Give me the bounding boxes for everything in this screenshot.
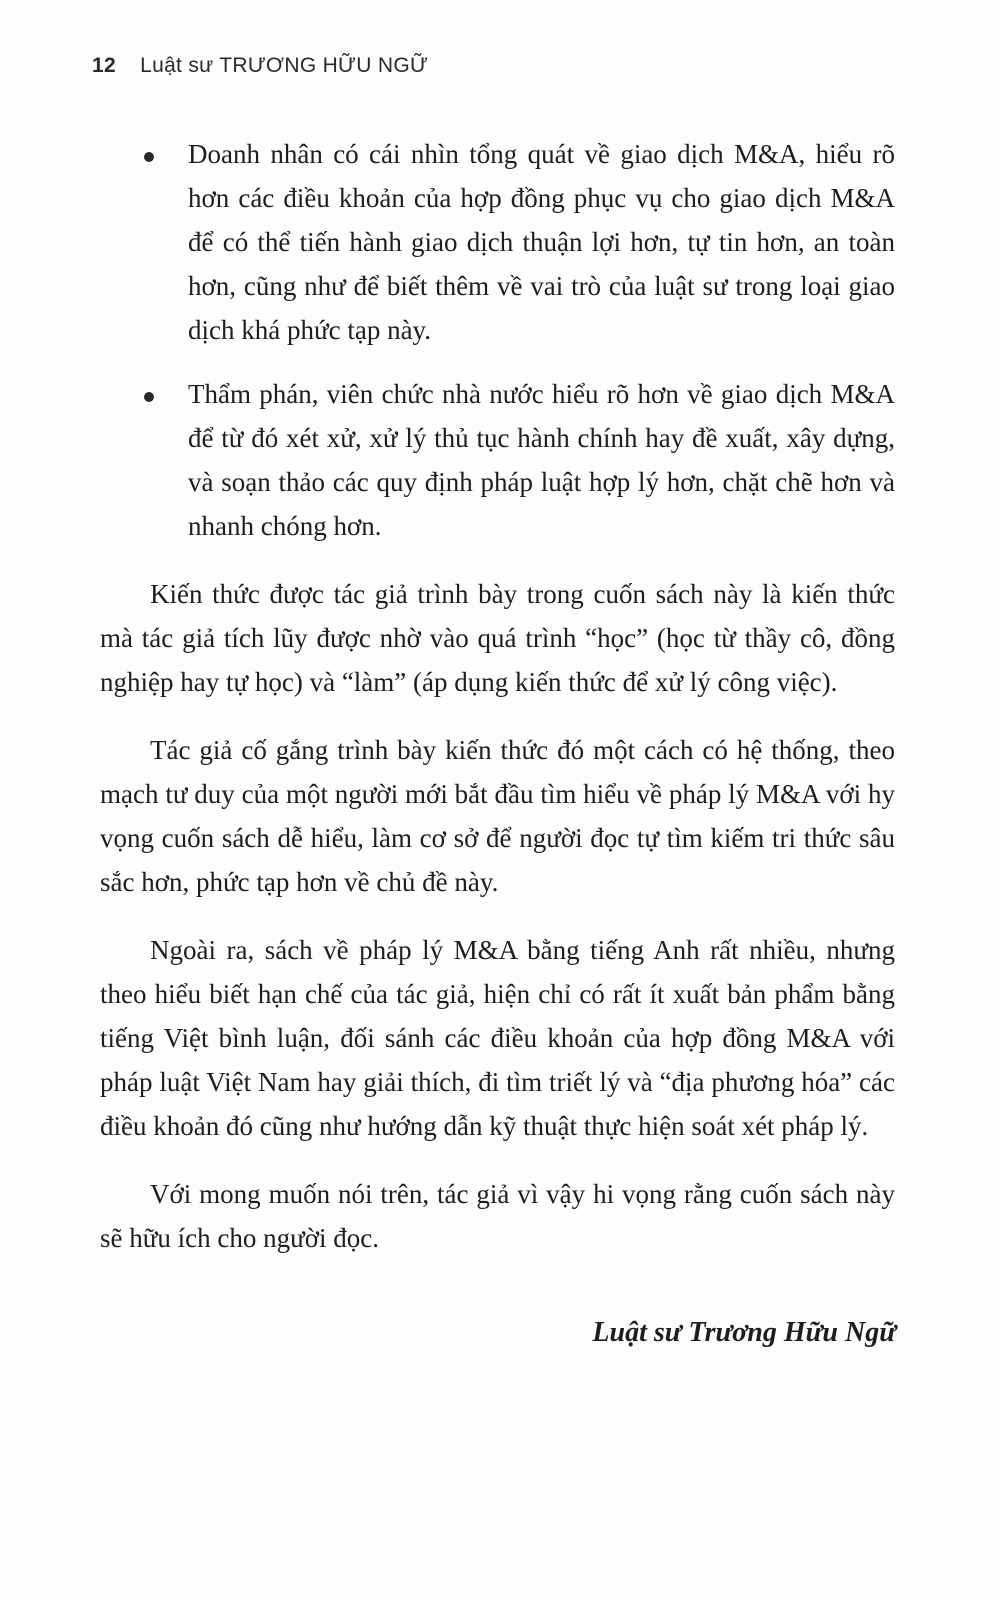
bullet-item bbox=[140, 372, 895, 548]
bullet-icon bbox=[144, 392, 154, 402]
author-signature: Luật sư Trương Hữu Ngữ bbox=[592, 1317, 896, 1348]
paragraph: Với mong muốn nói trên, tác giả vì vậy hi vọng rằng cuốn sách này sẽ hữu ích cho người đọc. bbox=[100, 1179, 895, 1253]
bullet-text: Doanh nhân có cái nhìn tổng quát về giao dịch M&A, hiểu rõ hơn các điều khoản của hợp đồng phục vụ cho giao dịch M&A để có thể tiến hành giao dịch thuận lợi hơn, tự tin hơn, an toàn hơn, cũng như để biết thêm về vai trò của luật sư trong loại giao dịch khá phức tạp này. bbox=[188, 139, 895, 345]
bullet-list bbox=[140, 132, 895, 568]
paragraph: Ngoài ra, sách về pháp lý M&A bằng tiếng Anh rất nhiều, nhưng theo hiểu biết hạn chế của tác giả, hiện chỉ có rất ít xuất bản phẩm bằng tiếng Việt bình luận, đối sánh các điều khoản của hợp đồng M&A với pháp luật Việt Nam hay giải thích, đi tìm triết lý và “địa phương hóa” các điều khoản đó cũng như hướng dẫn kỹ thuật thực hiện soát xét pháp lý. bbox=[100, 935, 895, 1141]
paragraph: Kiến thức được tác giả trình bày trong cuốn sách này là kiến thức mà tác giả tích lũy được nhờ vào quá trình “học” (học từ thầy cô, đồng nghiệp hay tự học) và “làm” (áp dụng kiến thức để xử lý công việc). bbox=[100, 579, 895, 697]
running-title: Luật sư TRƯƠNG HỮU NGỮ bbox=[140, 54, 429, 77]
page-number: 12 bbox=[92, 54, 116, 77]
bullet-text: Thẩm phán, viên chức nhà nước hiểu rõ hơn về giao dịch M&A để từ đó xét xử, xử lý thủ tục hành chính hay đề xuất, xây dựng, và soạn thảo các quy định pháp luật hợp lý hơn, chặt chẽ hơn và nhanh chóng hơn. bbox=[188, 379, 895, 541]
running-header bbox=[92, 54, 428, 78]
bullet-item bbox=[140, 132, 895, 352]
body-text bbox=[100, 572, 895, 1284]
paragraph: Tác giả cố gắng trình bày kiến thức đó một cách có hệ thống, theo mạch tư duy của một người mới bắt đầu tìm hiểu về pháp lý M&A với hy vọng cuốn sách dễ hiểu, làm cơ sở để người đọc tự tìm kiếm tri thức sâu sắc hơn, phức tạp hơn về chủ đề này. bbox=[100, 735, 895, 897]
bullet-icon bbox=[144, 152, 154, 162]
